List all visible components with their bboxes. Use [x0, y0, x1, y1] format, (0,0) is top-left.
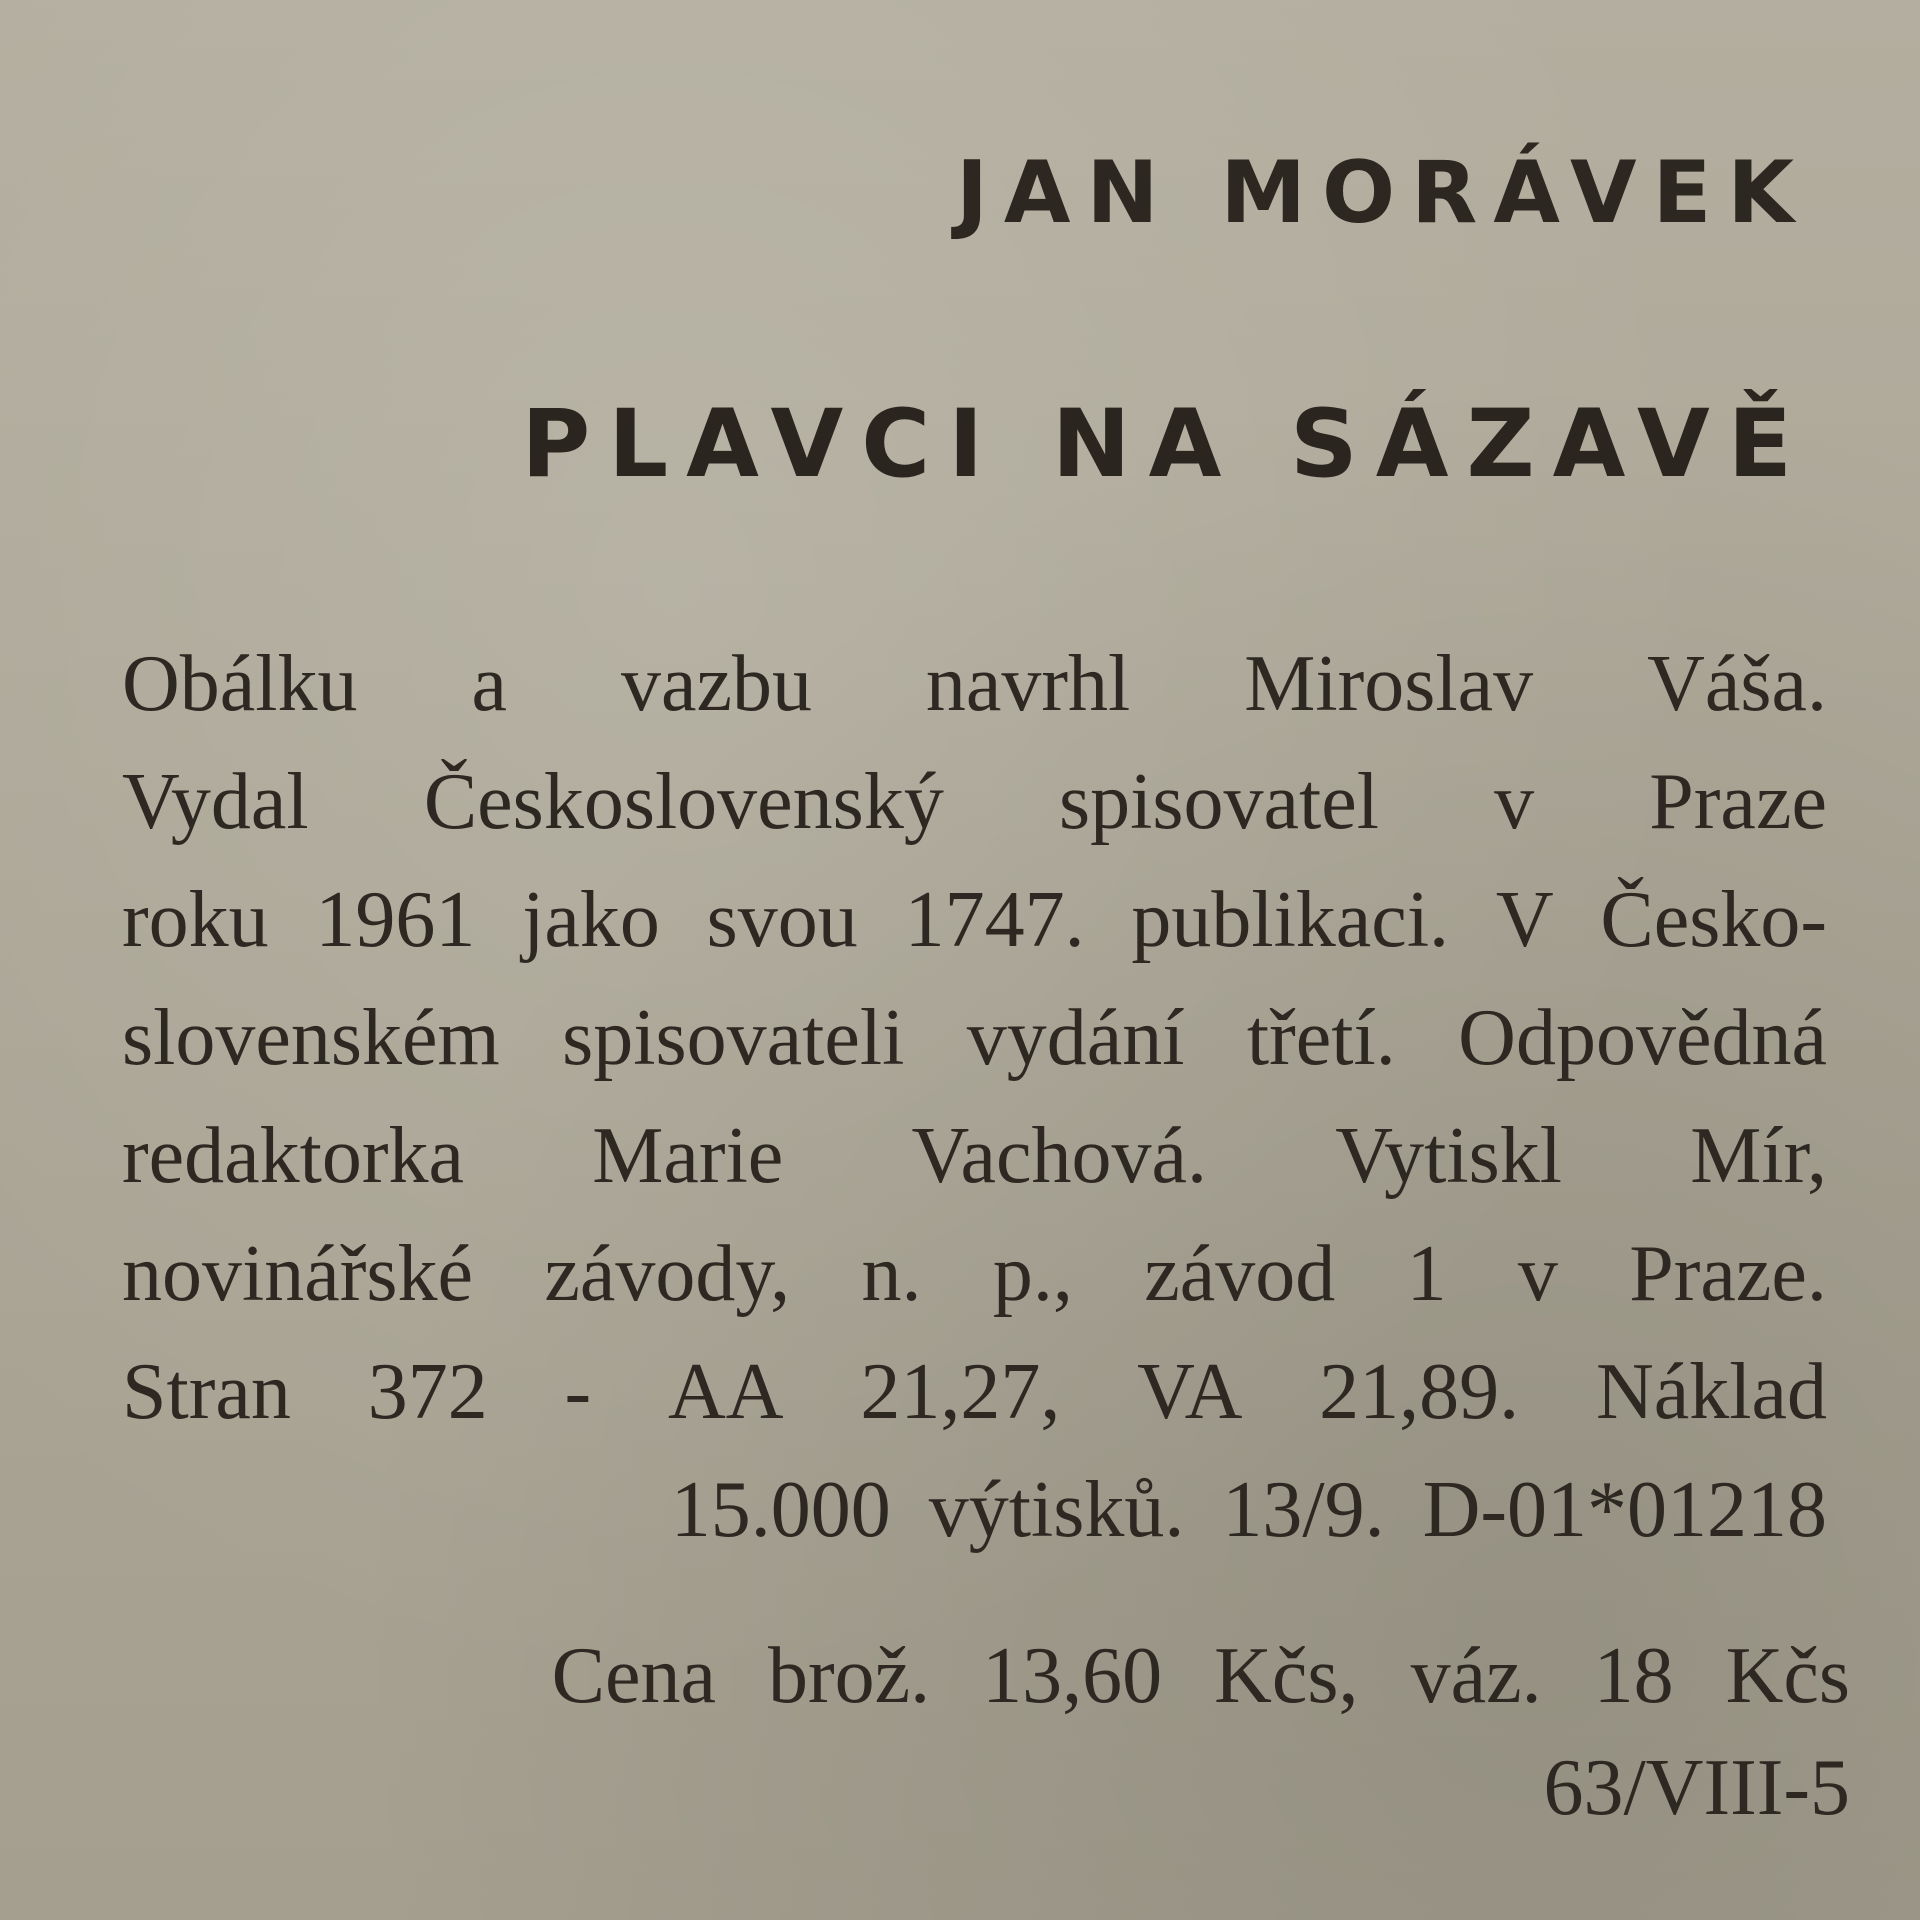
imprint-word: Mír,	[1690, 1112, 1827, 1200]
imprint-line-3	[122, 861, 1827, 979]
imprint-word: svou	[706, 876, 858, 964]
imprint-line-6	[122, 1215, 1827, 1333]
imprint-word: 372	[367, 1348, 488, 1436]
imprint-word: 1961	[315, 876, 476, 964]
imprint-word: v	[1494, 758, 1535, 846]
catalog-code-line	[450, 1732, 1850, 1844]
imprint-word: Praze.	[1629, 1230, 1827, 1318]
imprint-word: slovenském	[122, 994, 500, 1082]
imprint-word: novinářské	[122, 1230, 474, 1318]
imprint-word: n.	[861, 1230, 922, 1318]
imprint-line-8	[122, 1451, 1827, 1569]
imprint-word: Česko-	[1600, 876, 1827, 964]
price-line	[450, 1620, 1850, 1732]
imprint-word: vydání	[966, 994, 1185, 1082]
imprint-word: Náklad	[1595, 1348, 1827, 1436]
imprint-line-4	[122, 979, 1827, 1097]
imprint-word: Marie	[592, 1112, 784, 1200]
imprint-word: Váša.	[1647, 640, 1827, 728]
imprint-word: V	[1495, 876, 1554, 964]
imprint-word: VA	[1137, 1348, 1243, 1436]
imprint-word: -	[564, 1348, 592, 1436]
imprint-word: Stran	[122, 1348, 291, 1436]
imprint-word: a	[471, 640, 507, 728]
imprint-line-5	[122, 1097, 1827, 1215]
imprint-word: Vytiskl	[1335, 1112, 1562, 1200]
price-word: Kčs	[1725, 1632, 1850, 1720]
imprint-word: AA	[667, 1348, 784, 1436]
imprint-word: 21,89.	[1319, 1348, 1520, 1436]
price-word: váz.	[1410, 1632, 1542, 1720]
imprint-line-2	[122, 743, 1827, 861]
price-word: Kčs,	[1214, 1632, 1359, 1720]
imprint-word: Odpovědná	[1458, 994, 1827, 1082]
price-word: Cena	[551, 1632, 716, 1720]
imprint-word: p.,	[992, 1230, 1073, 1318]
imprint-word: výtisků.	[928, 1466, 1185, 1554]
imprint-word: 1747.	[904, 876, 1085, 964]
price-word: brož.	[767, 1632, 931, 1720]
imprint-word: publikaci.	[1131, 876, 1450, 964]
imprint-word: 21,27,	[860, 1348, 1061, 1436]
imprint-word: spisovateli	[562, 994, 905, 1082]
imprint-word: D-01*01218	[1422, 1466, 1827, 1554]
imprint-word: spisovatel	[1058, 758, 1379, 846]
imprint-word: 1	[1406, 1230, 1447, 1318]
imprint-text	[122, 625, 1827, 1569]
imprint-word: závod	[1144, 1230, 1336, 1318]
catalog-code: 63/VIII-5	[1543, 1744, 1850, 1832]
imprint-line-1	[122, 625, 1827, 743]
price-word: 18	[1593, 1632, 1674, 1720]
imprint-word: vazbu	[620, 640, 812, 728]
imprint-line-7	[122, 1333, 1827, 1451]
price-block	[450, 1620, 1850, 1844]
imprint-word: Vydal	[122, 758, 309, 846]
author-name: JAN MORÁVEK	[955, 143, 1810, 243]
imprint-word: jako	[522, 876, 660, 964]
imprint-word: závody,	[544, 1230, 791, 1318]
imprint-word: v	[1517, 1230, 1558, 1318]
imprint-word: Obálku	[122, 640, 358, 728]
imprint-word: třetí.	[1246, 994, 1396, 1082]
imprint-word: 15.000	[670, 1466, 891, 1554]
book-title: PLAVCI NA SÁZAVĚ	[521, 390, 1810, 499]
price-word: 13,60	[982, 1632, 1163, 1720]
imprint-word: navrhl	[925, 640, 1131, 728]
imprint-word: Vachová.	[911, 1112, 1207, 1200]
imprint-word: Československý	[423, 758, 944, 846]
imprint-word: Praze	[1649, 758, 1827, 846]
imprint-word: roku	[122, 876, 269, 964]
imprint-word: Miroslav	[1244, 640, 1534, 728]
imprint-word: redaktorka	[122, 1112, 465, 1200]
imprint-word: 13/9.	[1222, 1466, 1385, 1554]
